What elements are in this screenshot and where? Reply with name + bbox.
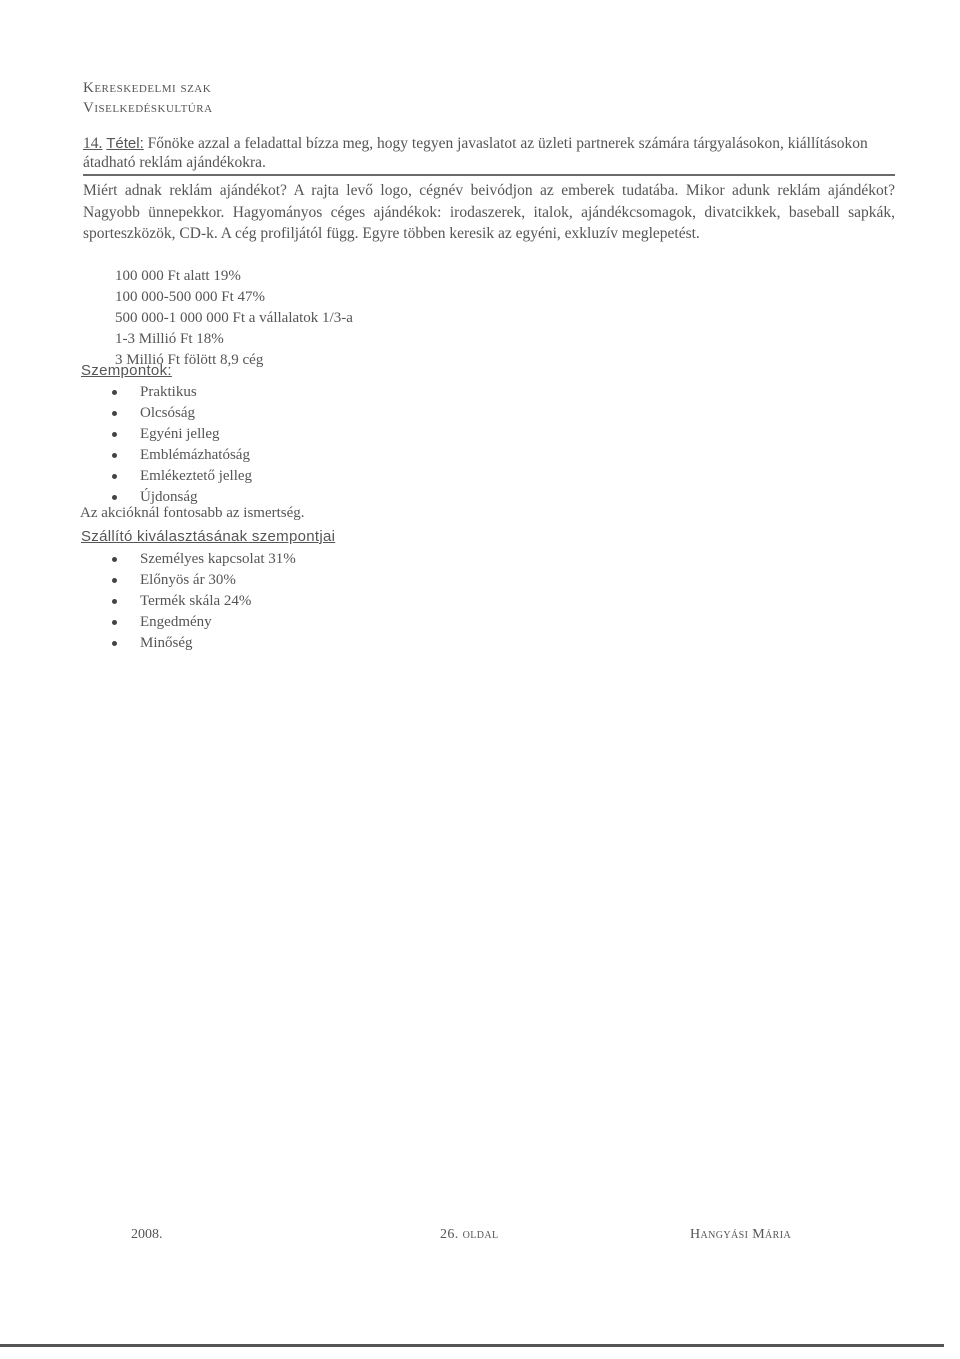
criteria-list [112, 382, 252, 508]
list-item: Emlékeztető jelleg [112, 466, 252, 487]
topic-text: Főnöke azzal a feladattal bízza meg, hogy tegyen javaslatot az üzleti partnerek számára tárgyalásokon, kiállításokon átadható reklám ajándékokra. [83, 135, 868, 171]
topic-title [83, 134, 895, 172]
list-item: Személyes kapcsolat 31% [112, 549, 296, 570]
intro-paragraph: Miért adnak reklám ajándékot? A rajta levő logo, cégnév beivódjon az emberek tudatába. Mikor adunk reklám ajándékot? Nagyobb ünnepekkor. Hagyományos céges ajándékok: irodaszerek, italok, ajándékcsomagok, divatcikkek, baseball sapkák, sporteszközök, CD-k. A cég profiljától függ. Egyre többen keresik az egyéni, exkluzív meglepetést. [83, 182, 895, 242]
header-subject: Viselkedéskultúra [83, 100, 213, 116]
list-item: Újdonság [112, 487, 252, 508]
header-course: Kereskedelmi szak [83, 80, 212, 96]
stat-line: 500 000-1 000 000 Ft a vállalatok 1/3-a [115, 310, 353, 326]
stat-line: 100 000-500 000 Ft 47% [115, 289, 265, 305]
note-text: Az akcióknál fontosabb az ismertség. [80, 505, 305, 521]
supplier-list [112, 549, 296, 654]
list-item: Emblémázhatóság [112, 445, 252, 466]
topic-number: 14. [83, 135, 103, 152]
footer-year: 2008. [131, 1227, 163, 1242]
list-item: Előnyös ár 30% [112, 570, 296, 591]
footer-page: 26. oldal [440, 1227, 499, 1242]
list-item: Termék skála 24% [112, 591, 296, 612]
list-item: Praktikus [112, 382, 252, 403]
stat-line: 1-3 Millió Ft 18% [115, 331, 224, 347]
title-divider [83, 174, 895, 176]
stat-line: 100 000 Ft alatt 19% [115, 268, 241, 284]
stat-line: 3 Millió Ft fölött 8,9 cég [115, 352, 264, 368]
list-item: Egyéni jelleg [112, 424, 252, 445]
supplier-heading: Szállító kiválasztásának szempontjai [81, 528, 336, 545]
bottom-divider [0, 1344, 944, 1347]
list-item: Minőség [112, 633, 296, 654]
document-header [83, 78, 213, 118]
budget-stats [115, 266, 353, 371]
footer-author: Hangyási Mária [690, 1227, 792, 1242]
list-item: Engedmény [112, 612, 296, 633]
list-item: Olcsóság [112, 403, 252, 424]
criteria-heading: Szempontok: [81, 362, 172, 379]
topic-label: Tétel: [106, 135, 144, 152]
